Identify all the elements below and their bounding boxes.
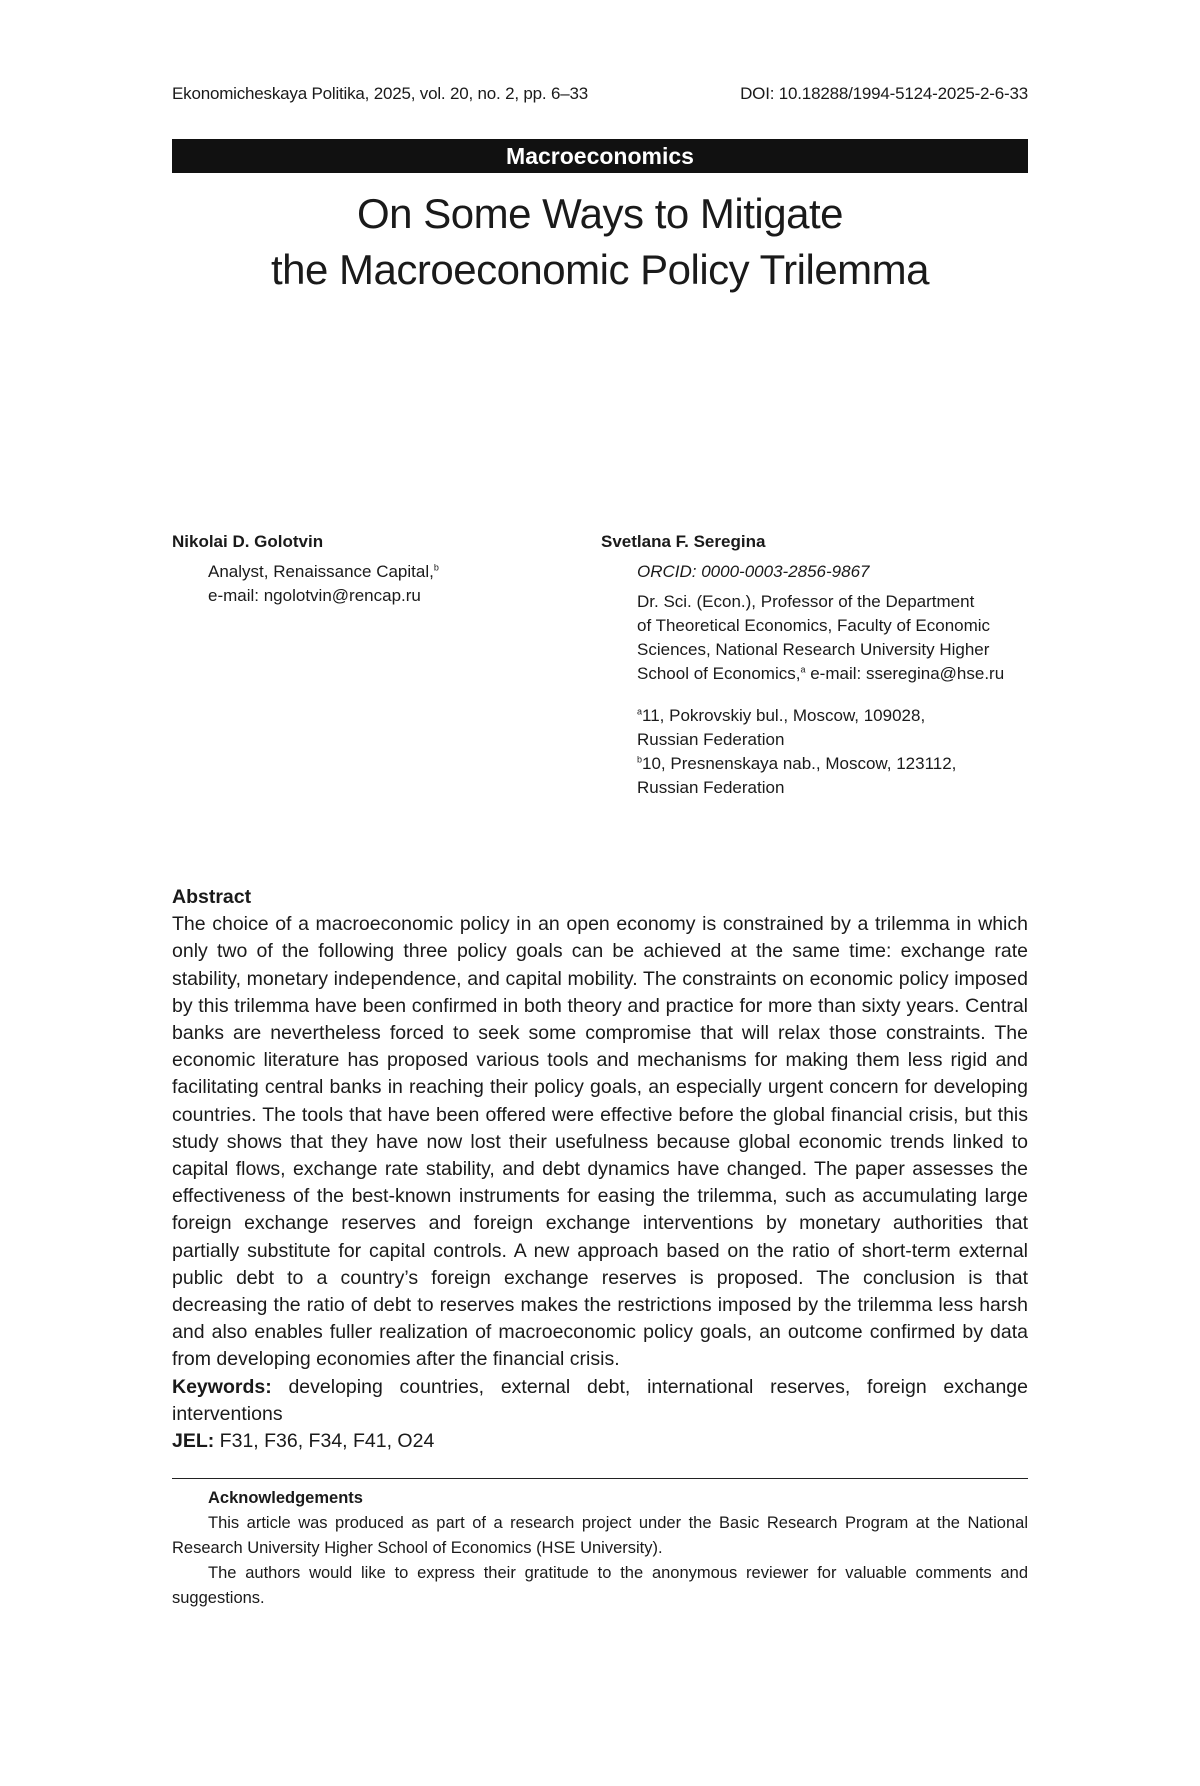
author-name: Nikolai D. Golotvin bbox=[172, 530, 572, 554]
keywords-label: Keywords: bbox=[172, 1376, 272, 1398]
author-name: Svetlana F. Seregina bbox=[601, 530, 1031, 554]
author-orcid: ORCID: 0000-0003-2856-9867 bbox=[637, 560, 1031, 584]
abstract-heading: Abstract bbox=[172, 884, 1028, 911]
acknowledgements-section bbox=[172, 1486, 1028, 1611]
jel-text: F31, F36, F34, F41, O24 bbox=[214, 1430, 434, 1452]
affiliation-line: of Theoretical Economics, Faculty of Economic bbox=[637, 614, 1031, 638]
acknowledgements-heading: Acknowledgements bbox=[172, 1486, 1028, 1511]
author-affiliation: Analyst, Renaissance Capital, bbox=[208, 562, 434, 581]
abstract-text: The choice of a macroeconomic policy in an open economy is constrained by a trilemma in which only two of the following three policy goals can be achieved at the same time: exchange rate stability, monetary independence, and capital mobility. The constraints on economic policy imposed by this trilemma have been confirmed in both theory and practice for more than sixty years. Central banks are nevertheless forced to seek some compromise that will relax those constraints. The economic literature has proposed various tools and mechanisms for making them less rigid and facilitating central banks in reaching their policy goals, an especially urgent concern for developing countries. The tools that have been offered were effective before the global financial crisis, but this study shows that they have now lost their usefulness because global economic trends linked to capital flows, exchange rate stability, and debt dynamics have changed. The paper assesses the effectiveness of the best-known instruments for easing the trilemma, such as accumulating large foreign exchange reserves and foreign exchange interventions by monetary authorities that partially substitute for capital controls. A new approach based on the ratio of short-term external public debt to a country’s foreign exchange reserves is proposed. The conclusion is that decreasing the ratio of debt to reserves makes the restrictions imposed by the trilemma less harsh and also enables fuller realization of macroeconomic policy goals, an outcome confirmed by data from developing economies after the financial crisis. bbox=[172, 911, 1028, 1373]
affiliation-mark: b bbox=[434, 562, 439, 572]
jel-codes bbox=[172, 1428, 1028, 1455]
running-header bbox=[172, 84, 1028, 104]
author-golotvin bbox=[172, 530, 572, 608]
address-list bbox=[637, 704, 1031, 800]
affiliation-line: Sciences, National Research University Higher bbox=[637, 638, 1031, 662]
address-mark: b bbox=[637, 754, 642, 764]
title-line-2: the Macroeconomic Policy Trilemma bbox=[271, 246, 929, 293]
acknowledgements-paragraph: The authors would like to express their gratitude to the anonymous reviewer for valuable comments and suggestions. bbox=[172, 1561, 1028, 1611]
author-seregina bbox=[601, 530, 1031, 800]
keywords-text: developing countries, external debt, international reserves, foreign exchange interventions bbox=[172, 1376, 1028, 1425]
journal-citation: Ekonomicheskaya Politika, 2025, vol. 20, no. 2, pp. 6–33 bbox=[172, 84, 588, 104]
affiliation-mark: a bbox=[800, 664, 805, 674]
author-email: e-mail: sseregina@hse.ru bbox=[805, 664, 1004, 683]
affiliation-line: School of Economics, bbox=[637, 664, 800, 683]
jel-label: JEL: bbox=[172, 1430, 214, 1452]
address-line: 10, Presnenskaya nab., Moscow, 123112, bbox=[642, 754, 956, 773]
address-line: Russian Federation bbox=[637, 776, 1031, 800]
abstract-section bbox=[172, 884, 1028, 1455]
title-line-1: On Some Ways to Mitigate bbox=[357, 190, 843, 237]
address-line: 11, Pokrovskiy bul., Moscow, 109028, bbox=[642, 706, 925, 725]
address-mark: a bbox=[637, 706, 642, 716]
section-banner: Macroeconomics bbox=[172, 139, 1028, 173]
affiliation-line: Dr. Sci. (Econ.), Professor of the Department bbox=[637, 590, 1031, 614]
article-title bbox=[172, 186, 1028, 298]
doi: DOI: 10.18288/1994-5124-2025-2-6-33 bbox=[740, 84, 1028, 104]
keywords bbox=[172, 1374, 1028, 1428]
acknowledgements-paragraph: This article was produced as part of a research project under the Basic Research Program at the National Research University Higher School of Economics (HSE University). bbox=[172, 1511, 1028, 1561]
author-email: e-mail: ngolotvin@rencap.ru bbox=[208, 584, 572, 608]
address-line: Russian Federation bbox=[637, 728, 1031, 752]
footnote-divider bbox=[172, 1478, 1028, 1479]
